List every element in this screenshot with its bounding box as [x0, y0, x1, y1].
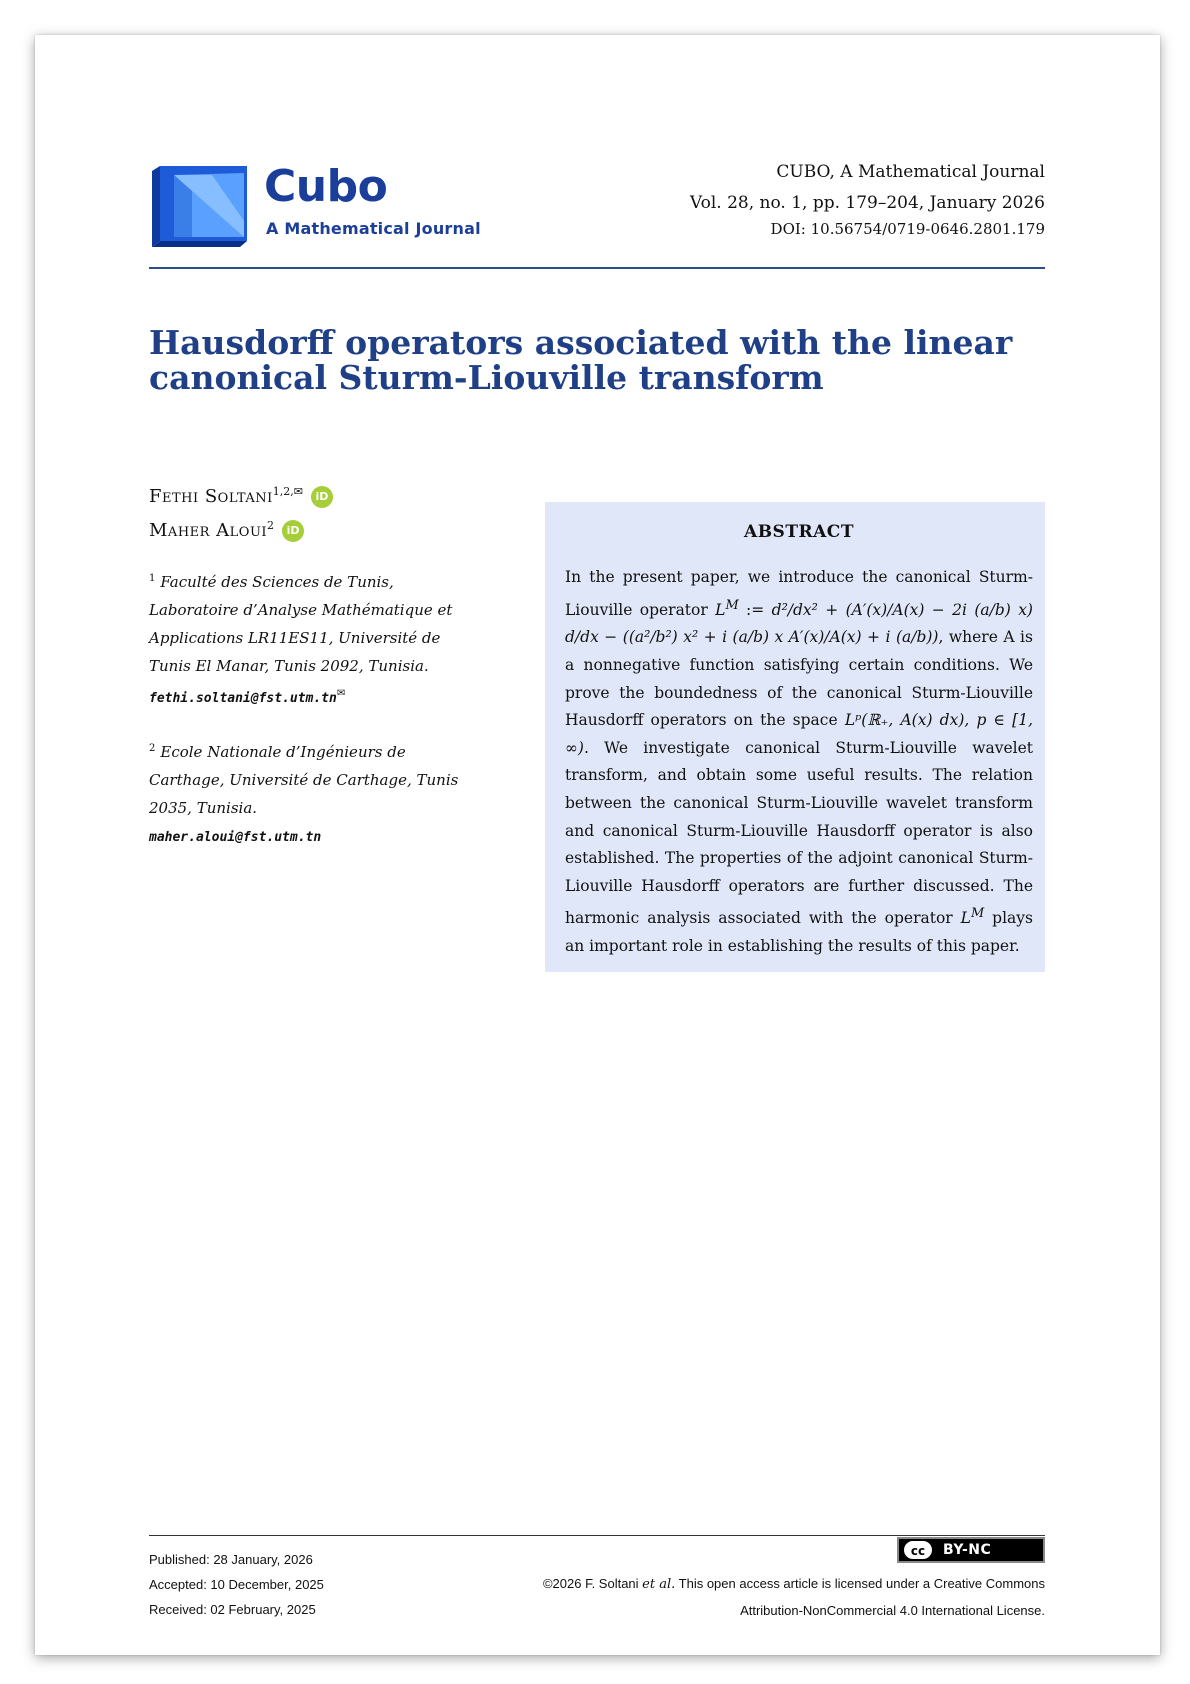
abstract-text	[565, 564, 1033, 961]
operator-superscript: M	[970, 906, 985, 922]
abstract-heading: ABSTRACT	[744, 522, 854, 542]
author-affiliation-marks: 1,2,✉	[272, 485, 303, 498]
received-date: Received: 02 February, 2025	[149, 1602, 316, 1617]
title-line-1: Hausdorff operators associated with the linear	[149, 323, 1013, 362]
paper-page	[35, 35, 1160, 1655]
author-list	[149, 475, 469, 543]
operator-symbol: L	[960, 909, 971, 928]
abstract-intro: In the present paper, we introduce the canonical Sturm-Liouville operator	[565, 568, 1033, 619]
logo-subtitle: A Mathematical Journal	[266, 219, 481, 238]
doi[interactable]: DOI: 10.56754/0719-0646.2801.179	[770, 220, 1045, 238]
cube-logo-icon	[152, 161, 252, 251]
affiliation-number: 2	[149, 743, 156, 754]
orcid-icon[interactable]: iD	[311, 486, 333, 508]
license-copyright: ©2026 F. Soltani	[542, 1576, 639, 1591]
affiliation-number: 1	[149, 573, 156, 584]
operator-symbol: L	[715, 600, 726, 619]
author-email[interactable]: fethi.soltani@fst.utm.tn	[149, 691, 337, 706]
affiliation-text: Ecole Nationale d’Ingénieurs de Carthage, Université de Carthage, Tunis 2035, Tunisia.	[149, 743, 459, 817]
publication-dates	[149, 1547, 324, 1622]
cc-license-badge[interactable]	[897, 1537, 1045, 1563]
author-name[interactable]: Fethi Soltani	[149, 486, 273, 507]
article-title	[149, 325, 1049, 395]
author-affiliation-marks: 2	[267, 519, 275, 532]
operator-formula-part2: ((a²/b²) x² + i (a/b) x A′(x)/A(x) + i (a/b))	[622, 628, 939, 647]
author-1	[149, 475, 469, 509]
license-etal: et al.	[642, 1577, 676, 1592]
abstract-conclusion: plays an important role in establishing the results of this paper.	[565, 909, 1033, 956]
orcid-icon[interactable]: iD	[282, 520, 304, 542]
license-line-2[interactable]: Attribution-NonCommercial 4.0 International License.	[740, 1603, 1045, 1618]
license-text[interactable]: This open access article is licensed under a Creative Commons	[678, 1576, 1045, 1591]
license-statement	[543, 1571, 1045, 1624]
abstract-box	[545, 502, 1045, 972]
affiliation-2	[149, 735, 469, 852]
published-date: Published: 28 January, 2026	[149, 1552, 313, 1567]
cc-badge-label: BY-NC	[943, 1542, 992, 1558]
journal-info	[690, 164, 1045, 237]
footer-divider	[149, 1535, 1045, 1536]
accepted-date: Accepted: 10 December, 2025	[149, 1577, 324, 1592]
volume-line: Vol. 28, no. 1, pp. 179–204, January 2026	[689, 193, 1045, 213]
header-divider	[149, 267, 1045, 269]
abstract-sentence-3: . We investigate canonical Sturm-Liouville wavelet transform, and obtain some useful results. The relation between the canonical Sturm-Liouville wavelet transform and canonical Sturm-Liouville Hausdorff operator is also established. The properties of the adjoint canonical Sturm-Liouville Hausdorff operators are further discussed. The harmonic analysis associated with the operator	[565, 738, 1033, 928]
operator-superscript: M	[725, 597, 739, 613]
author-email[interactable]: maher.aloui@fst.utm.tn	[149, 830, 322, 845]
abstract-sentence-2: , where A is a nonnegative function satisfying certain conditions. We prove the boundedness of the canonical Sturm-Liouville Hausdorff operators on the space	[565, 628, 1033, 730]
affiliation-text: Faculté des Sciences de Tunis, Laboratoire d’Analyse Mathématique et Applications LR11ES11, Université de Tunis El Manar, Tunis 2092, Tunisia.	[149, 573, 453, 675]
function-space: Lᵖ(ℝ₊, A(x) dx), p ∈ [1, ∞)	[565, 711, 1033, 757]
mail-icon: ✉	[336, 688, 346, 699]
author-name[interactable]: Maher Aloui	[149, 520, 268, 541]
cc-icon: cc	[903, 1540, 933, 1560]
affiliation-1	[149, 565, 469, 713]
definition-assign: :=	[746, 600, 765, 619]
journal-name: CUBO, A Mathematical Journal	[776, 162, 1045, 182]
journal-logo	[152, 161, 502, 261]
author-2	[149, 509, 469, 543]
operator-formula-part1: d²/dx² + (A′(x)/A(x) − 2i (a/b) x) d/dx −	[565, 600, 1033, 647]
logo-title: Cubo	[264, 161, 388, 212]
title-line-2: canonical Sturm-Liouville transform	[149, 358, 824, 397]
license-line-1	[543, 1571, 1045, 1598]
